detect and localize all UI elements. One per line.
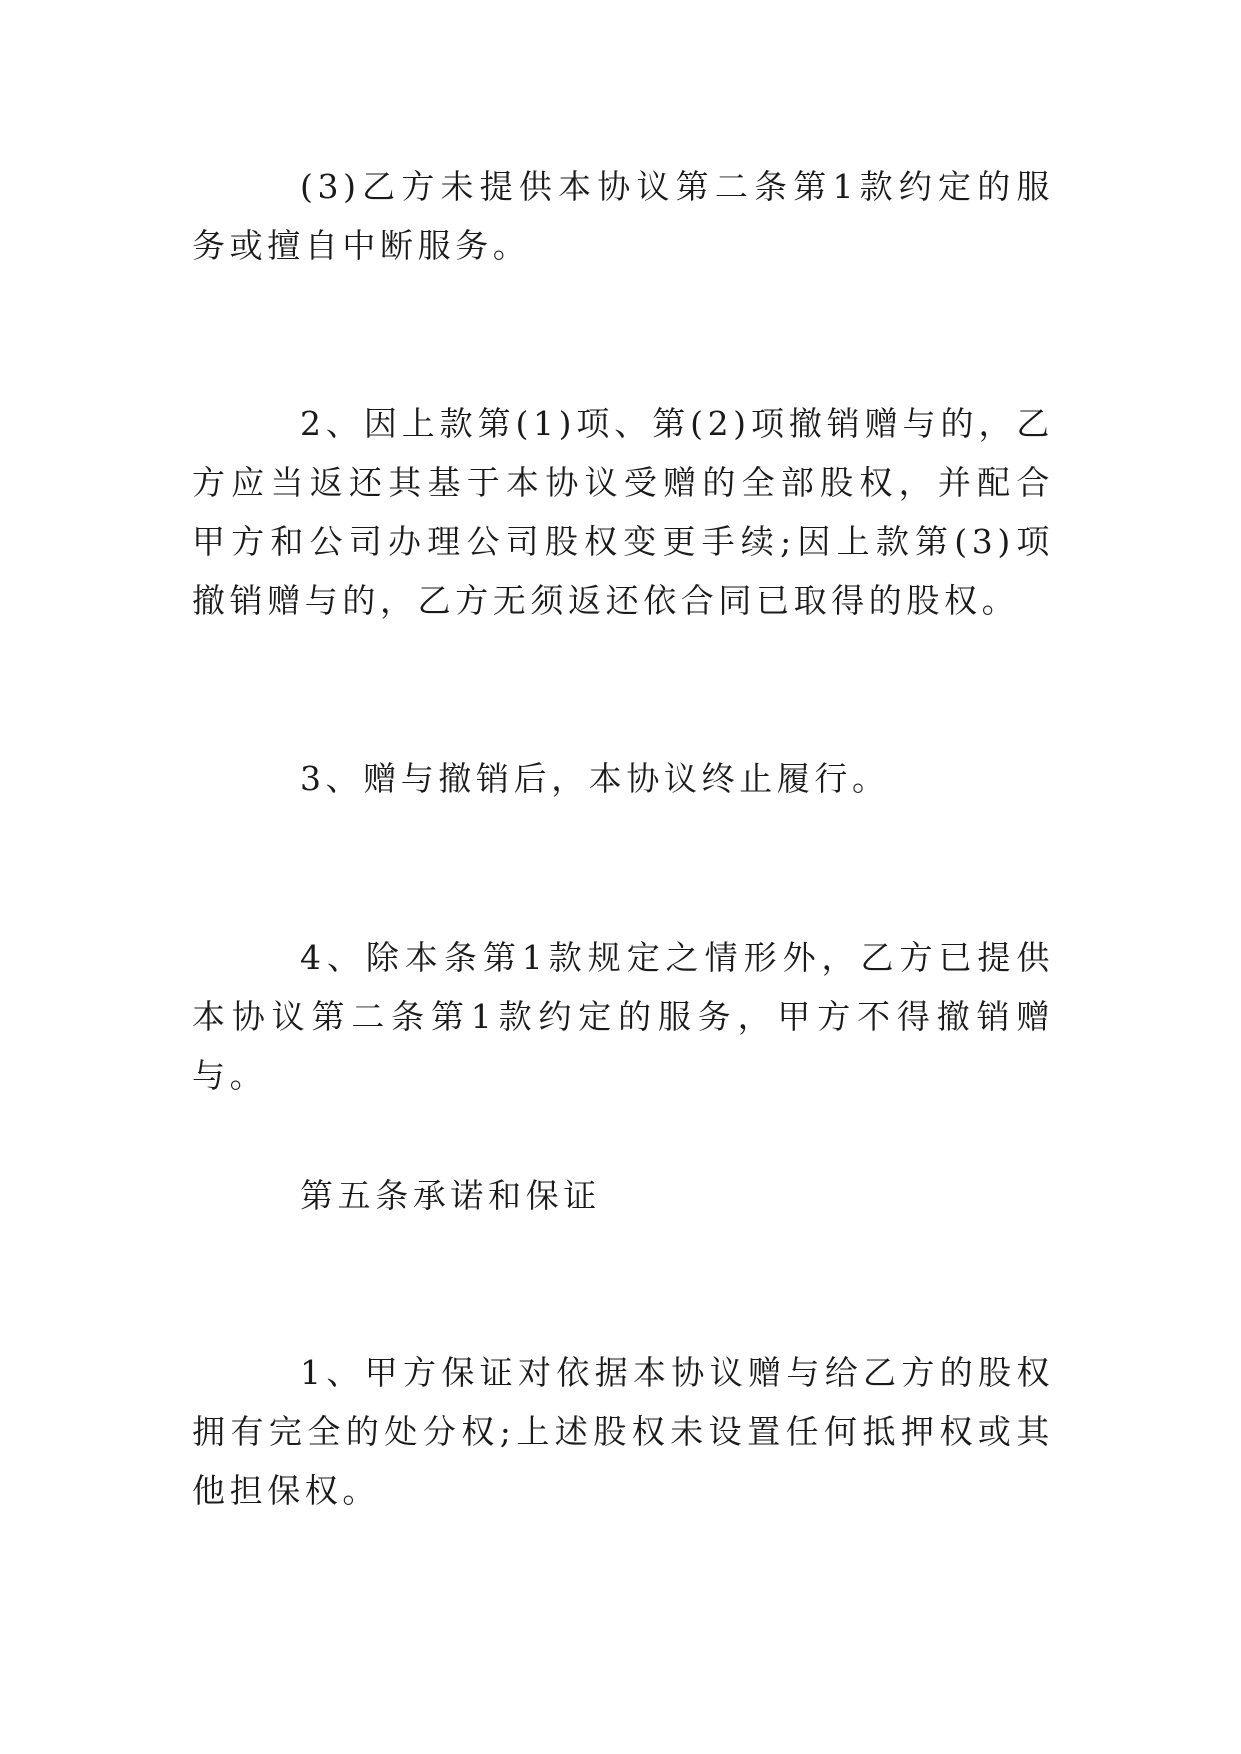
section-heading-article-5: 第五条承诺和保证 xyxy=(300,1176,601,1215)
paragraph-clause-3-termination: 3、赠与撤销后，本协议终止履行。 xyxy=(300,759,890,798)
paragraph-warranty-1: 1、甲方保证对依据本协议赠与给乙方的股权拥有完全的处分权;上述股权未设置任何抵押权或其他担保权。 xyxy=(192,1353,1054,1510)
paragraph-clause-4-no-revocation: 4、除本条第1款规定之情形外，乙方已提供本协议第二条第1款约定的服务，甲方不得撤销赠与。 xyxy=(192,938,1054,1095)
paragraph-clause-2-return-equity: 2、因上款第(1)项、第(2)项撤销赠与的，乙方应当返还其基于本协议受赠的全部股权，并配合甲方和公司办理公司股权变更手续;因上款第(3)项撤销赠与的，乙方无须返还依合同已取得的股权。 xyxy=(192,404,1054,620)
paragraph-clause-3-item-3: (3)乙方未提供本协议第二条第1款约定的服务或擅自中断服务。 xyxy=(192,167,1054,265)
